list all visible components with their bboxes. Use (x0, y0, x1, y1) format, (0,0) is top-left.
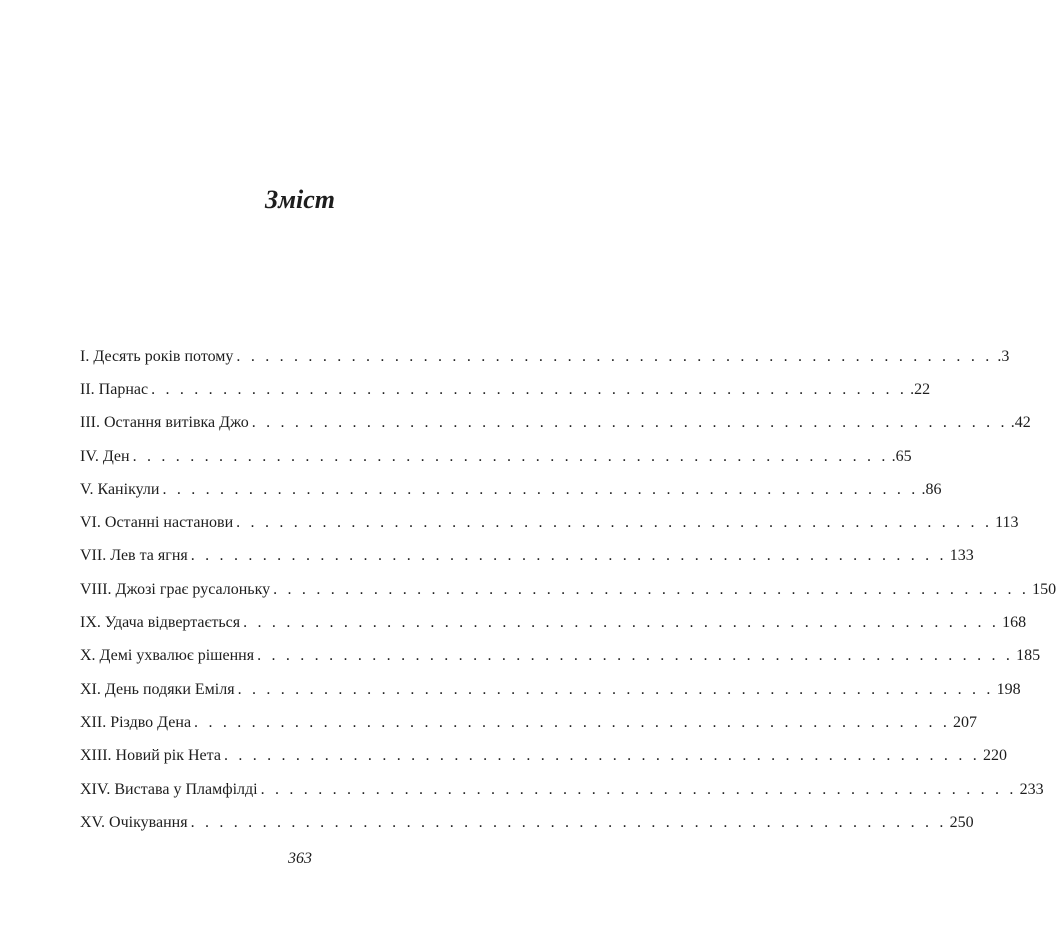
toc-entry (80, 806, 974, 839)
toc-entry-page: 198 (996, 680, 1021, 698)
toc-entry-page: 250 (949, 813, 974, 831)
toc-entry (80, 606, 1027, 639)
toc-leader-dots: . . . . . . . . . . . . . . . . . . . . . . . . . . . . . . . . . . . . . . . . . . . . . . . . . . . . . (190, 813, 947, 831)
toc-entry (80, 506, 1019, 539)
toc-entry-label: XII. Різдво Дена (80, 713, 192, 731)
toc-entry-page: 233 (1019, 780, 1044, 798)
toc-entry (80, 340, 1010, 373)
toc-leader-dots: . . . . . . . . . . . . . . . . . . . . . . . . . . . . . . . . . . . . . . . . . . . . . . . . . . . . . (260, 780, 1017, 798)
toc-entry-page: 168 (1002, 614, 1027, 632)
toc-entry-page: 220 (982, 747, 1007, 765)
toc-leader-dots: . . . . . . . . . . . . . . . . . . . . . . . . . . . . . . . . . . . . . . . . . . . . . . . . . . . . . (190, 547, 947, 565)
toc-leader-dots: . . . . . . . . . . . . . . . . . . . . . . . . . . . . . . . . . . . . . . . . . . . . . . . . . . . . . (194, 713, 951, 731)
toc-leader-dots: . . . . . . . . . . . . . . . . . . . . . . . . . . . . . . . . . . . . . . . . . . . . . . . . . . . . . (223, 747, 980, 765)
toc-entry-label: VIII. Джозі грає русалоньку (80, 580, 271, 598)
toc-entry (80, 573, 1056, 606)
toc-entry-page: 185 (1016, 647, 1041, 665)
toc-leader-dots: . . . . . . . . . . . . . . . . . . . . . . . . . . . . . . . . . . . . . . . . . . . . . . . . . . . . . (237, 680, 994, 698)
toc-entry-label: VII. Лев та ягня (80, 547, 188, 565)
toc-entry-label: XIII. Новий рік Нета (80, 747, 221, 765)
toc-entry (80, 773, 1044, 806)
table-of-contents (80, 340, 1056, 839)
toc-entry-label: XIV. Вистава у Пламфілді (80, 780, 258, 798)
toc-entry-label: VI. Останні настанови (80, 514, 234, 532)
toc-entry-page: .3 (997, 347, 1010, 365)
toc-entry-page: 207 (953, 713, 978, 731)
page-title: Зміст (264, 185, 336, 214)
toc-entry (80, 540, 974, 573)
toc-entry-page: .86 (921, 480, 942, 498)
toc-entry-page: 113 (995, 514, 1019, 532)
toc-entry-label: IV. Ден (80, 447, 130, 465)
toc-leader-dots: . . . . . . . . . . . . . . . . . . . . . . . . . . . . . . . . . . . . . . . . . . . . . . . . . . . . . (243, 614, 1000, 632)
toc-entry (80, 373, 931, 406)
toc-entry-page: .22 (910, 380, 931, 398)
toc-entry-label: IX. Удача відвертається (80, 614, 241, 632)
toc-entry-label: XI. День подяки Еміля (80, 680, 235, 698)
toc-leader-dots: . . . . . . . . . . . . . . . . . . . . . . . . . . . . . . . . . . . . . . . . . . . . . . . . . . . . . (236, 514, 993, 532)
toc-leader-dots: . . . . . . . . . . . . . . . . . . . . . . . . . . . . . . . . . . . . . . . . . . . . . . . . . . . . . (251, 414, 1008, 432)
page-number: 363 (288, 850, 312, 867)
toc-entry-page: 150 (1032, 580, 1056, 598)
toc-entry-label: III. Остання витівка Джо (80, 414, 249, 432)
toc-entry (80, 673, 1021, 706)
toc-leader-dots: . . . . . . . . . . . . . . . . . . . . . . . . . . . . . . . . . . . . . . . . . . . . . . . . . . . . . (132, 447, 889, 465)
toc-entry-page: .65 (891, 447, 912, 465)
toc-entry (80, 740, 1007, 773)
toc-entry-page: .42 (1010, 414, 1031, 432)
toc-entry-label: II. Парнас (80, 380, 149, 398)
toc-entry (80, 473, 942, 506)
toc-entry (80, 706, 978, 739)
toc-entry-page: 133 (949, 547, 974, 565)
toc-leader-dots: . . . . . . . . . . . . . . . . . . . . . . . . . . . . . . . . . . . . . . . . . . . . . . . . . . . . . (151, 380, 908, 398)
toc-leader-dots: . . . . . . . . . . . . . . . . . . . . . . . . . . . . . . . . . . . . . . . . . . . . . . . . . . . . . (257, 647, 1014, 665)
toc-entry (80, 640, 1041, 673)
toc-entry-label: V. Канікули (80, 480, 160, 498)
toc-entry-label: I. Десять років потому (80, 347, 234, 365)
toc-leader-dots: . . . . . . . . . . . . . . . . . . . . . . . . . . . . . . . . . . . . . . . . . . . . . . . . . . . . . (273, 580, 1030, 598)
toc-entry (80, 407, 1031, 440)
toc-leader-dots: . . . . . . . . . . . . . . . . . . . . . . . . . . . . . . . . . . . . . . . . . . . . . . . . . . . . . (162, 480, 919, 498)
toc-entry (80, 440, 912, 473)
toc-entry-label: XV. Очікування (80, 813, 188, 831)
toc-entry-label: X. Демі ухвалює рішення (80, 647, 255, 665)
toc-leader-dots: . . . . . . . . . . . . . . . . . . . . . . . . . . . . . . . . . . . . . . . . . . . . . . . . . . . . . (236, 347, 993, 365)
